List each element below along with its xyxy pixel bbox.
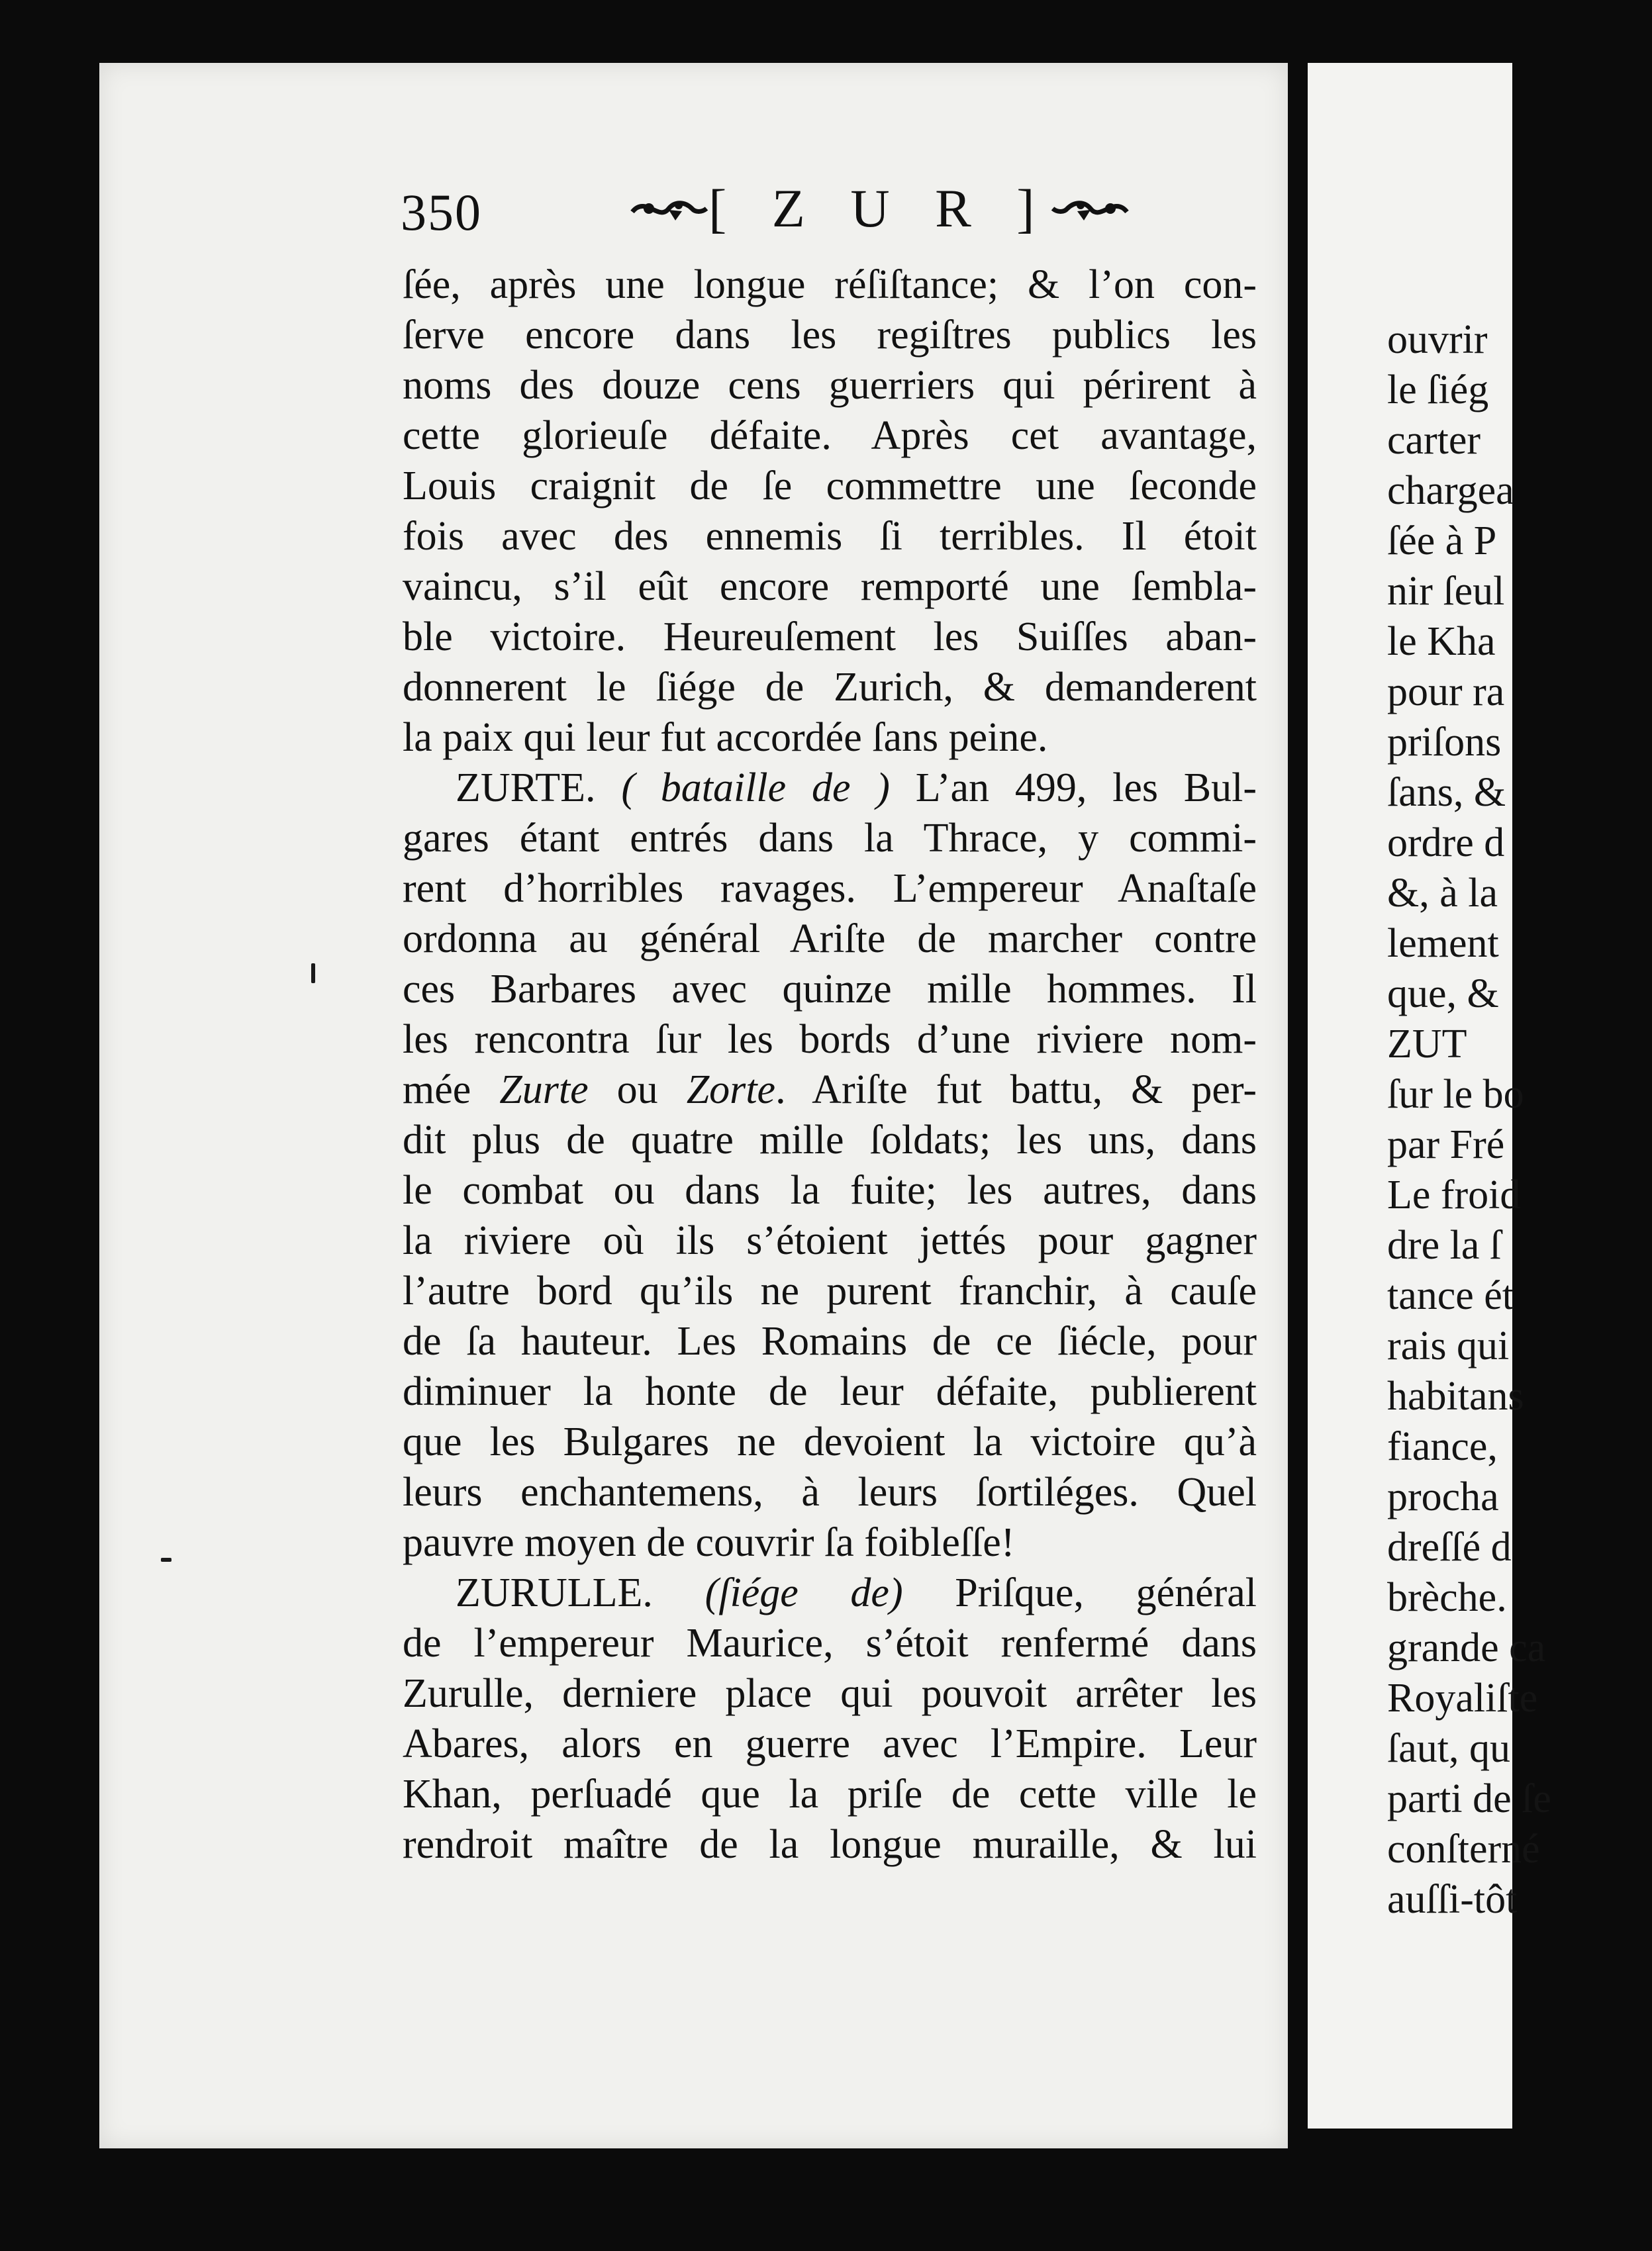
right-page-line: priſons	[1387, 720, 1502, 765]
text-column	[403, 260, 1257, 1870]
right-page-line: le ſiég	[1387, 367, 1489, 412]
text-line	[403, 1065, 1257, 1115]
text-line: Louis craignit de ſe commettre une ſeconde	[403, 463, 1257, 508]
text-line: pauvre moyen de couvrir ſa foibleſſe!	[403, 1520, 1015, 1565]
running-head	[401, 177, 1261, 250]
text-line: rent d’horribles ravages. L’empereur Anaſtaſe	[403, 866, 1257, 911]
entry-zurulle-first-line	[403, 1568, 1257, 1618]
right-page-line: que, &	[1387, 971, 1499, 1016]
text-line: ſerve encore dans les regiſtres publics les	[403, 312, 1257, 358]
right-page-line: dre la ſ	[1387, 1223, 1502, 1268]
right-page-line: auſſi-tôt	[1387, 1877, 1518, 1922]
right-page-line: habitans	[1387, 1374, 1524, 1419]
text-line: le combat ou dans la fuite; les autres, dans	[403, 1168, 1257, 1213]
text-line: Khan, perſuadé que la priſe de cette ville le	[403, 1772, 1257, 1817]
text-line: gares étant entrés dans la Thrace, y commi-	[403, 816, 1257, 861]
head-title	[629, 177, 1130, 240]
text-line: diminuer la honte de leur défaite, publierent	[403, 1369, 1257, 1414]
right-page-line: carter	[1387, 418, 1481, 463]
text-line: de ſa hauteur. Les Romains de ce ſiécle, pour	[403, 1319, 1257, 1364]
right-page-line: ſée à P	[1387, 518, 1497, 563]
text-line: les rencontra ſur les bords d’une riviere nom-	[403, 1017, 1257, 1062]
ink-speck	[161, 1558, 171, 1562]
text-line: vaincu, s’il eût encore remporté une ſembla-	[403, 564, 1257, 609]
head-letters: [ Z U R ]	[708, 178, 1051, 238]
right-page-line: ZUT	[1387, 1022, 1467, 1067]
right-page-line: ordre d	[1387, 820, 1505, 865]
right-page-line: tance ét	[1387, 1273, 1514, 1318]
text-line: ble victoire. Heureuſement les Suiſſes aban-	[403, 614, 1257, 659]
right-page-line: Royaliſte	[1387, 1676, 1538, 1721]
text-fragment: L’an 499, les Bul-	[889, 765, 1257, 810]
right-page-line: parti de ſe	[1387, 1776, 1551, 1821]
right-page-line: ſur le bo	[1387, 1072, 1524, 1117]
text-line: l’autre bord qu’ils ne purent franchir, à cauſe	[403, 1269, 1257, 1314]
text-line: ſée, après une longue réſiſtance; & l’on con-	[403, 262, 1257, 307]
fleuron-right-icon	[1051, 189, 1130, 228]
text-fragment: Priſque, général	[902, 1570, 1257, 1615]
right-page-line: dreſſé d	[1387, 1525, 1512, 1570]
right-page-edge	[1308, 63, 1551, 2129]
text-line: Abares, alors en guerre avec l’Empire. Leur	[403, 1721, 1257, 1766]
text-line: la riviere où ils s’étoient jettés pour gagner	[403, 1218, 1257, 1263]
right-page-text	[1387, 262, 1652, 1925]
right-page-line: rais qui	[1387, 1323, 1510, 1368]
text-line: donnerent le ſiége de Zurich, & demanderent	[403, 665, 1257, 710]
entry-qualifier: (ſiége de)	[705, 1570, 903, 1615]
right-page-line: Le froid	[1387, 1173, 1521, 1218]
right-page-line: procha	[1387, 1474, 1499, 1519]
entry-headword: ZURULLE.	[456, 1570, 653, 1615]
right-page-line: fiance,	[1387, 1424, 1498, 1469]
text-fragment: ou	[588, 1067, 687, 1112]
text-fragment: mée	[403, 1067, 500, 1112]
italic-name: Zurte	[499, 1067, 589, 1112]
text-line: ordonna au général Ariſte de marcher contre	[403, 916, 1257, 961]
right-page-line: conſterné	[1387, 1827, 1540, 1872]
text-line: de l’empereur Maurice, s’étoit renfermé dans	[403, 1621, 1257, 1666]
text-line: ces Barbares avec quinze mille hommes. Il	[403, 967, 1257, 1012]
right-page-line: le Kha	[1387, 619, 1496, 664]
right-page-line: lement	[1387, 921, 1499, 966]
right-page-line: ouvrir	[1387, 317, 1488, 362]
right-page-line: nir ſeul	[1387, 569, 1505, 614]
text-line: rendroit maître de la longue muraille, & lui	[403, 1822, 1257, 1867]
right-page-line: grande ca	[1387, 1625, 1546, 1670]
right-page-line: ſaut, qu	[1387, 1726, 1510, 1771]
text-fragment: . Ariſte fut battu, & per-	[775, 1067, 1257, 1112]
ink-speck	[311, 963, 315, 983]
text-line: leurs enchantemens, à leurs ſortiléges. Quel	[403, 1470, 1257, 1515]
text-line: que les Bulgares ne devoient la victoire qu’à	[403, 1419, 1257, 1464]
text-line: dit plus de quatre mille ſoldats; les uns, dans	[403, 1118, 1257, 1163]
right-page-line: brèche.	[1387, 1575, 1507, 1620]
italic-name: Zorte	[686, 1067, 776, 1112]
text-line: Zurulle, derniere place qui pouvoit arrêter les	[403, 1671, 1257, 1716]
fleuron-left-icon	[629, 189, 708, 228]
right-page-line: &, à la	[1387, 871, 1498, 916]
right-page-line: ſans, &	[1387, 770, 1506, 815]
right-page-line: par Fré	[1387, 1122, 1505, 1167]
text-line: la paix qui leur fut accordée ſans peine.	[403, 715, 1048, 760]
entry-headword: ZURTE.	[456, 765, 596, 810]
page-number: 350	[401, 183, 482, 241]
text-line: noms des douze cens guerriers qui périrent à	[403, 363, 1257, 408]
right-page-line: pour ra	[1387, 669, 1505, 714]
entry-qualifier: ( bataille de )	[621, 765, 890, 810]
text-line: cette glorieuſe défaite. Après cet avantage,	[403, 413, 1257, 458]
right-page-line: chargea	[1387, 468, 1514, 513]
text-line: fois avec des ennemis ſi terribles. Il étoit	[403, 514, 1257, 559]
entry-zurte-first-line	[403, 763, 1257, 813]
